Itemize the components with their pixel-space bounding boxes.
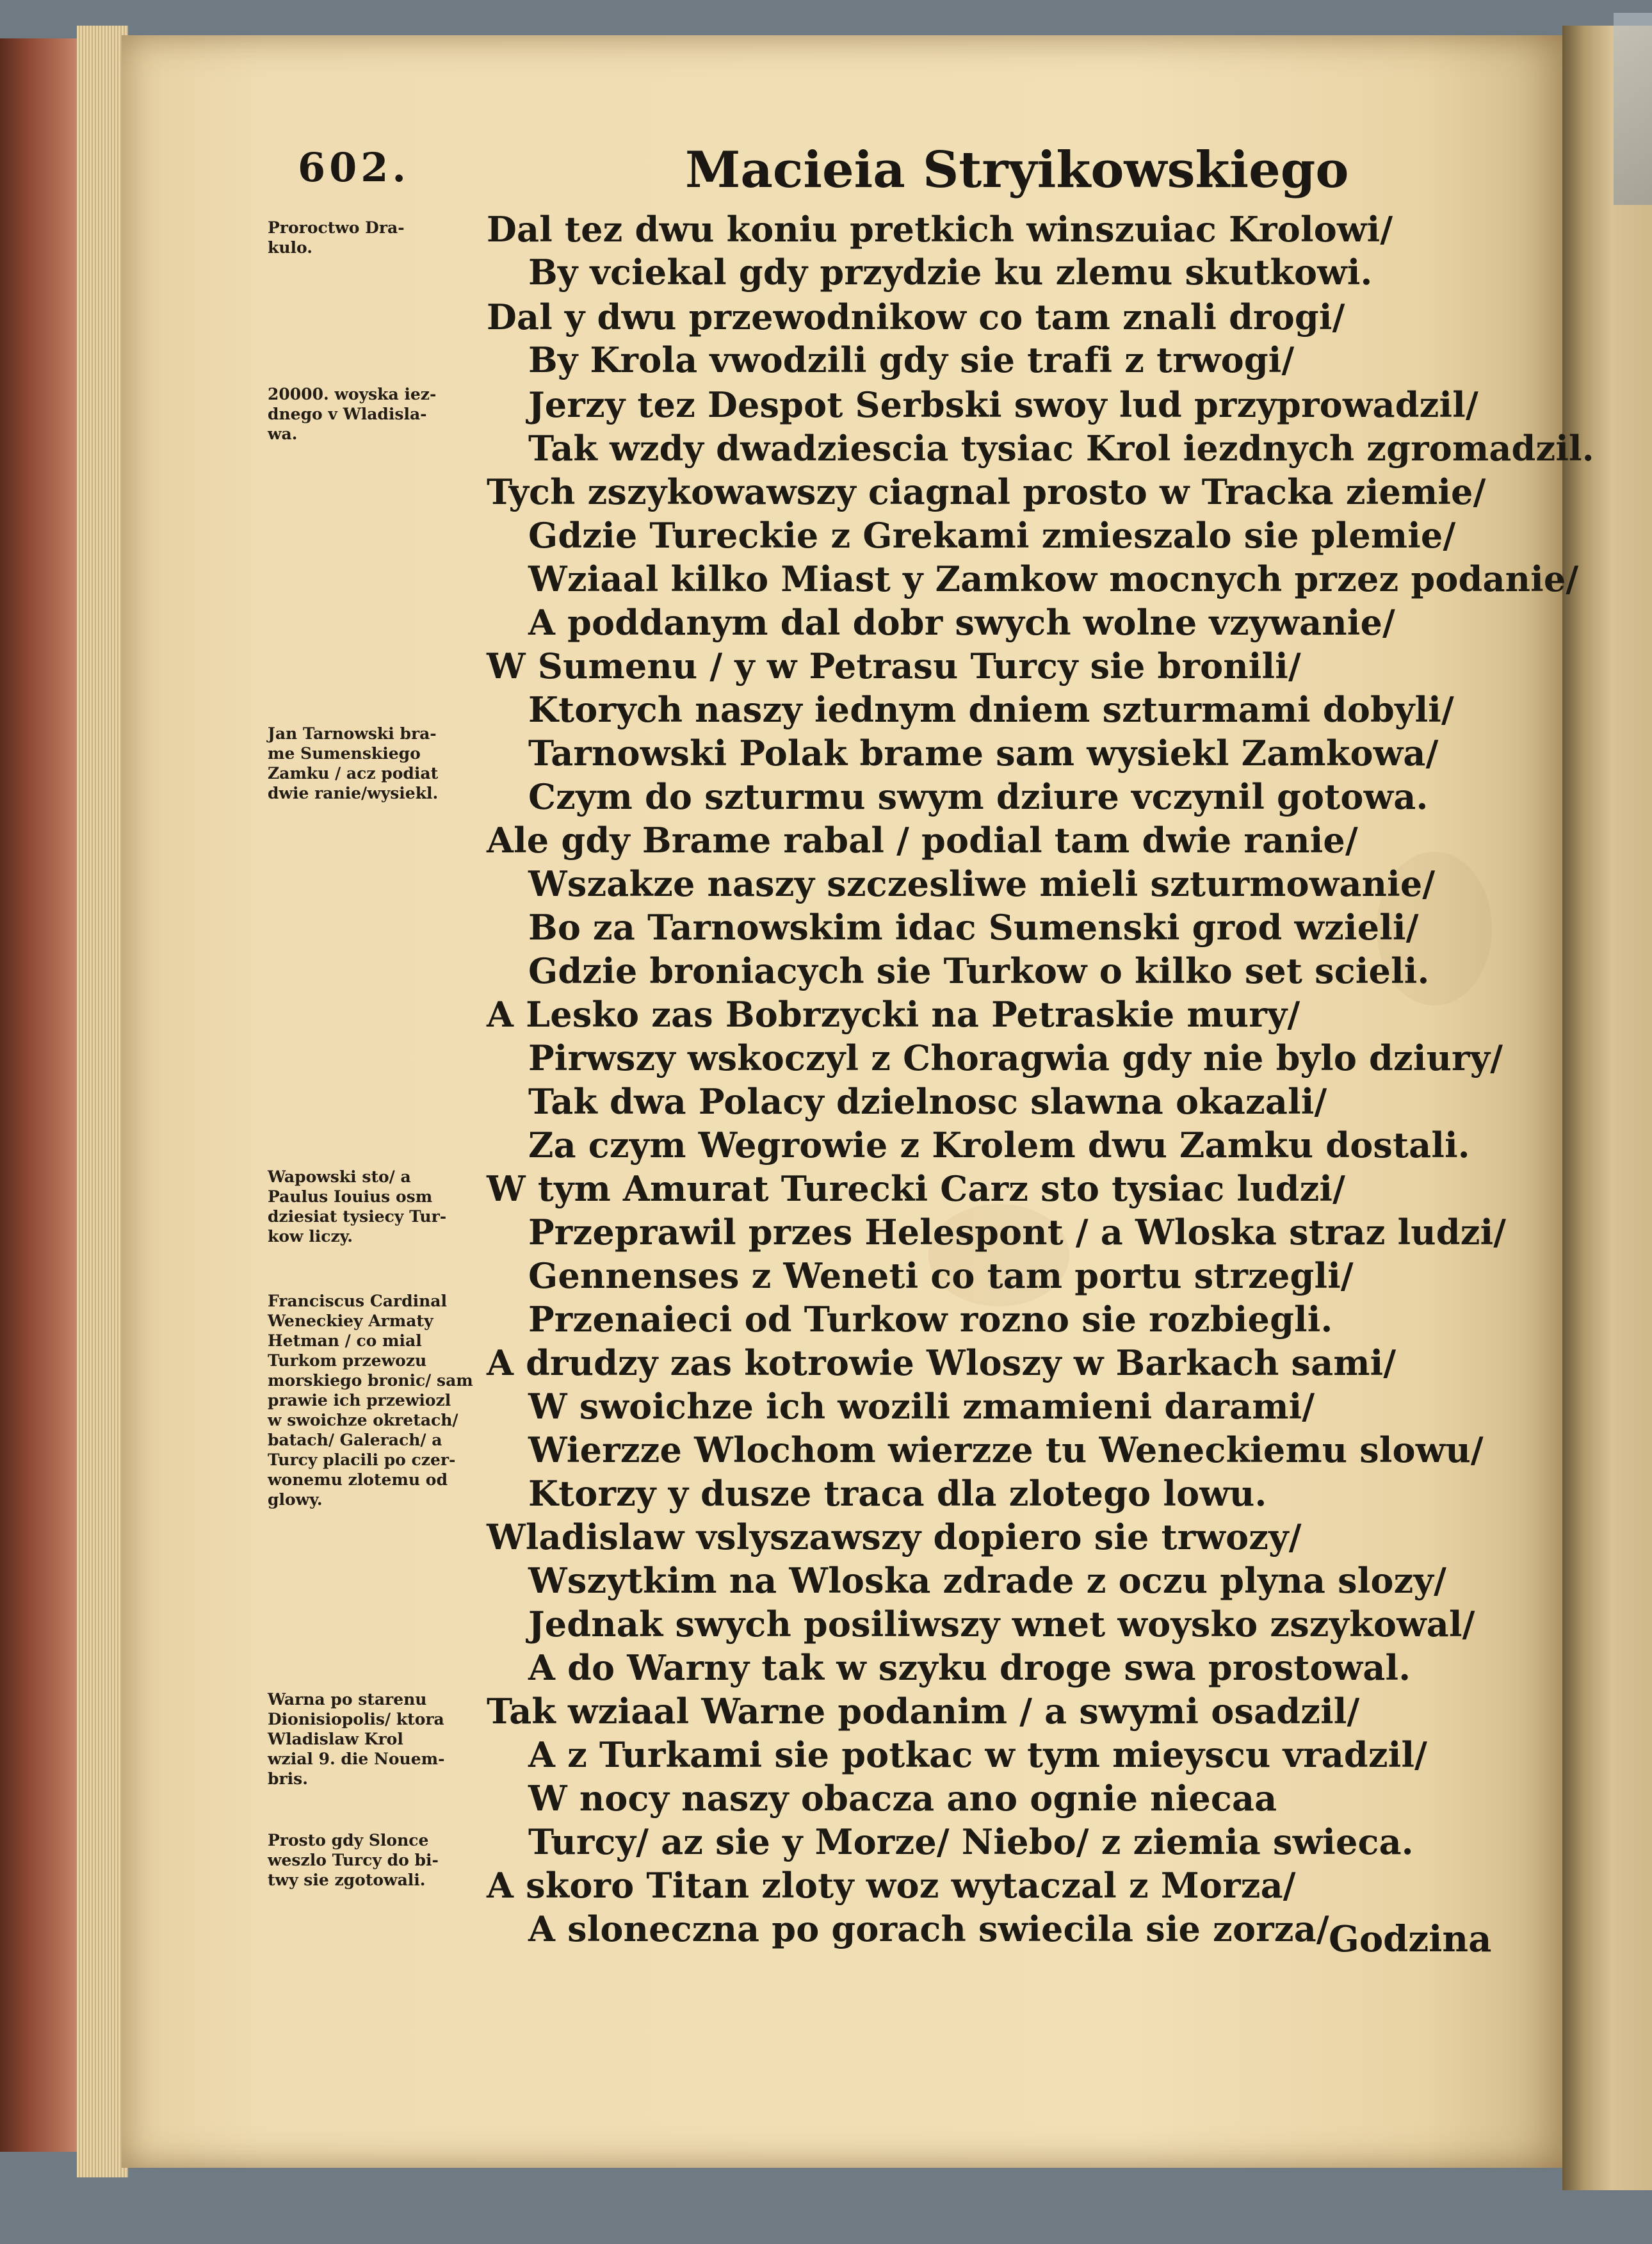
verse-line: Wszytkim na Wloska zdrade z oczu plyna slozy/ [528,1560,1446,1601]
margin-note [268,1291,489,1509]
verse-line: Przenaieci od Turkow rozno sie rozbiegli. [528,1299,1333,1340]
verse-line: Wziaal kilko Miast y Zamkow mocnych przez podanie/ [528,558,1579,599]
verse-line: A Lesko zas Bobrzycki na Petraskie mury/ [487,994,1300,1035]
margin-note-text: Franciscus Cardinal Weneckiey Armaty Hetman / co mial Turkom przewozu morskiego bronic/ sam prawie ich przewiozl w swoichze okretach/ batach/ Galerach/ a Turcy placili po czer- wonemu zlotemu od glowy. [268,1292,473,1509]
catchword: Godzina [1329,1918,1492,1960]
verse-line: Tak wzdy dwadziescia tysiac Krol iezdnych zgromadzil. [528,428,1594,469]
page-stack [77,26,128,2177]
verse-line: W Sumenu / y w Petrasu Turcy sie bronili/ [487,646,1301,687]
verse-line: Turcy/ az sie y Morze/ Niebo/ z ziemia swieca. [528,1821,1414,1862]
verse-line: Dal tez dwu koniu pretkich winszuiac Krolowi/ [487,209,1393,250]
verse-line: Dal y dwu przewodnikow co tam znali drogi/ [487,297,1345,337]
verse-line: Wierzze Wlochom wierzze tu Weneckiemu slowu/ [528,1429,1484,1470]
margin-note [268,218,489,257]
margin-note-text: Prosto gdy Slonce weszlo Turcy do bi- twy sie zgotowali. [268,1831,439,1889]
verse-line: Ktorzy y dusze traca dla zlotego lowu. [528,1473,1267,1514]
gutter [1562,26,1652,2190]
verse-line: Pirwszy wskoczyl z Choragwia gdy nie bylo dziury/ [528,1037,1503,1078]
verse-line: Ale gdy Brame rabal / podial tam dwie ranie/ [487,820,1358,861]
margin-note-text: Wapowski sto/ a Paulus Iouius osm dziesiat tysiecy Tur- kow liczy. [268,1167,447,1246]
verse-line: Jerzy tez Despot Serbski swoy lud przyprowadzil/ [528,384,1478,425]
verse-line: Tak dwa Polacy dzielnosc slawna okazali/ [528,1081,1327,1122]
verse-line: By vciekal gdy przydzie ku zlemu skutkowi. [528,252,1373,293]
margin-note [268,1167,489,1246]
verse-line: Gdzie broniacych sie Turkow o kilko set scieli. [528,950,1430,991]
page-number: 602. [298,144,410,191]
verse-line: By Krola vwodzili gdy sie trafi z trwogi/ [528,339,1295,380]
verse-line: A z Turkami sie potkac w tym mieyscu vradzil/ [528,1734,1428,1775]
margin-note [268,1830,489,1890]
verse-line: Przeprawil przes Helespont / a Wloska straz ludzi/ [528,1212,1507,1253]
verse-line: Tarnowski Polak brame sam wysiekl Zamkowa/ [528,733,1439,774]
margin-note-text: Proroctwo Dra- kulo. [268,218,405,257]
verse-line: Za czym Wegrowie z Krolem dwu Zamku dostali. [528,1125,1470,1166]
verse-line: A drudzy zas kotrowie Wloszy w Barkach sami/ [487,1342,1397,1383]
verse-line: W swoichze ich wozili zmamieni darami/ [528,1386,1315,1427]
verse-line: Czym do szturmu swym dziure vczynil gotowa. [528,776,1429,817]
verse-line: A do Warny tak w szyku droge swa prostowal. [528,1647,1411,1688]
page-header [0,141,1652,215]
verse-line: A skoro Titan zloty woz wytaczal z Morza/ [487,1865,1296,1906]
verse-line: Wladislaw vslyszawszy dopiero sie trwozy/ [487,1516,1302,1557]
verse-line: Gdzie Tureckie z Grekami zmieszalo sie plemie/ [528,515,1456,556]
verse-line: Tak wziaal Warne podanim / a swymi osadzil/ [487,1691,1360,1732]
margin-note [268,384,489,444]
verse-line: W tym Amurat Turecki Carz sto tysiac ludzi/ [487,1168,1346,1209]
margin-note-text: 20000. woyska iez- dnego v Wladisla- wa. [268,385,437,443]
verse-line: Wszakze naszy szczesliwe mieli szturmowanie/ [528,863,1436,904]
verse-line: A sloneczna po gorach swiecila sie zorza/ [528,1908,1329,1949]
margin-note [268,724,489,803]
verse-line: Gennenses z Weneti co tam portu strzegli/ [528,1255,1354,1296]
margin-note [268,1689,489,1789]
running-head: Macieia Stryikowskiego [685,141,1349,199]
verse-line: Tych zszykowawszy ciagnal prosto w Tracka ziemie/ [487,471,1486,512]
verse-line: A poddanym dal dobr swych wolne vzywanie/ [528,602,1395,643]
verse-line: Bo za Tarnowskim idac Sumenski grod wzieli/ [528,907,1419,948]
verse-line: Ktorych naszy iednym dniem szturmami dobyli/ [528,689,1454,730]
verse-line: W nocy naszy obacza ano ognie niecaa [528,1778,1277,1819]
verse-line: Jednak swych posiliwszy wnet woysko zszykowal/ [528,1604,1475,1645]
margin-note-text: Jan Tarnowski bra- me Sumenskiego Zamku / acz podiat dwie ranie/wysiekl. [268,724,439,802]
margin-note-text: Warna po starenu Dionisiopolis/ ktora Wladislaw Krol wzial 9. die Nouem- bris. [268,1690,445,1788]
